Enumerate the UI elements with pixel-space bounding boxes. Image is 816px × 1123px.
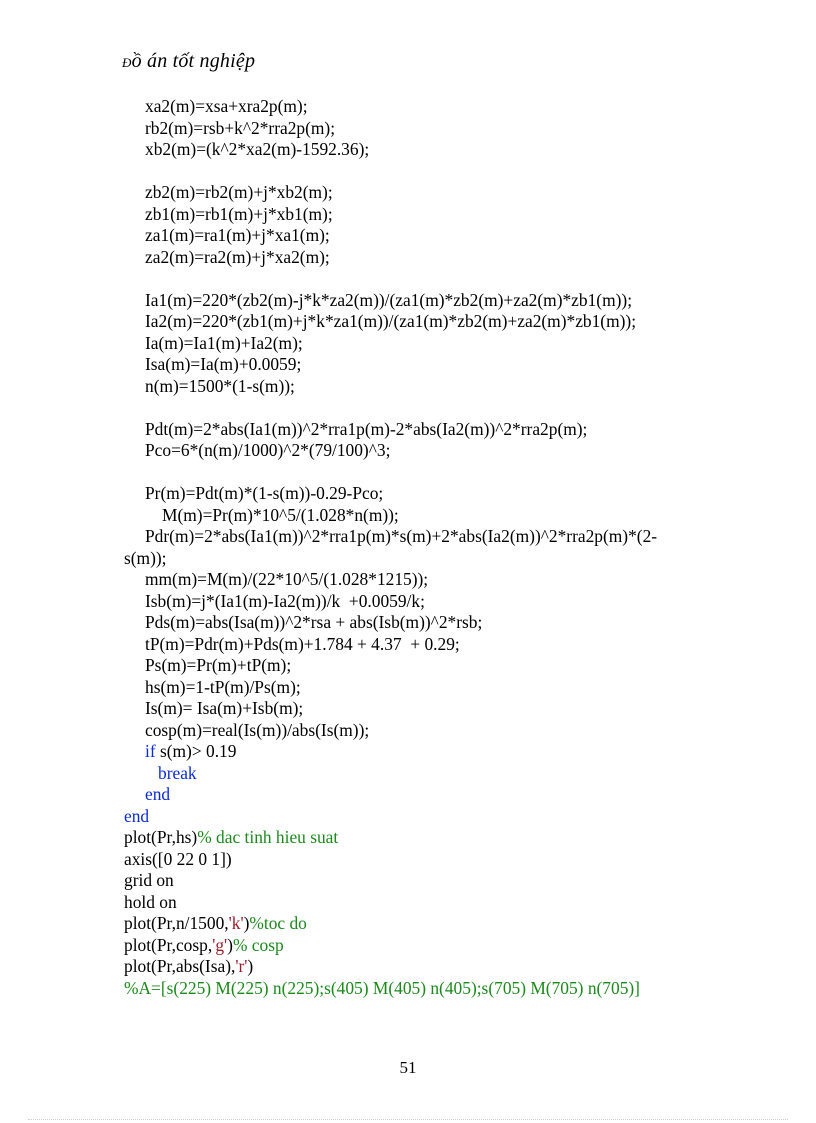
code-line xyxy=(0,827,816,849)
code-blank-line xyxy=(0,268,816,290)
code-line xyxy=(0,612,816,634)
code-line xyxy=(0,698,816,720)
code-listing xyxy=(0,96,816,999)
code-comment: %toc do xyxy=(249,913,307,933)
code-string: 'r' xyxy=(235,956,248,976)
code-line xyxy=(0,806,816,828)
code-string: 'g' xyxy=(212,934,228,955)
code-keyword: end xyxy=(124,805,150,826)
code-text: xa2(m)=xsa+xra2p(m); xyxy=(145,96,308,116)
code-text: Isb(m)=j*(Ia1(m)-Ia2(m))/k +0.0059/k; xyxy=(145,590,425,611)
code-line xyxy=(0,892,816,914)
code-line xyxy=(0,139,816,161)
code-text: zb2(m)=rb2(m)+j*xb2(m); xyxy=(145,182,333,202)
code-comment: % cosp xyxy=(232,934,284,955)
code-text: Ia2(m)=220*(zb1(m)+j*k*za1(m))/(za1(m)*zb2(m)+za2(m)*zb1(m)); xyxy=(145,311,637,331)
code-text: Isa(m)=Ia(m)+0.0059; xyxy=(145,354,302,374)
code-text: hs(m)=1-tP(m)/Ps(m); xyxy=(145,676,301,697)
code-text: rb2(m)=rsb+k^2*rra2p(m); xyxy=(145,117,336,138)
code-line xyxy=(0,419,816,441)
code-text: ) xyxy=(243,913,250,933)
code-line xyxy=(0,548,816,570)
code-line xyxy=(0,741,816,763)
code-text: ) xyxy=(247,956,254,976)
code-blank-line xyxy=(0,397,816,419)
code-text: za1(m)=ra1(m)+j*xa1(m); xyxy=(145,225,330,245)
code-line xyxy=(0,956,816,978)
code-line xyxy=(0,505,816,527)
code-text: M(m)=Pr(m)*10^5/(1.028*n(m)); xyxy=(162,504,399,525)
page-header xyxy=(122,50,255,73)
code-line xyxy=(0,763,816,785)
code-text: Pdr(m)=2*abs(Ia1(m))^2*rra1p(m)*s(m)+2*abs(Ia2(m))^2*rra2p(m)*(2- xyxy=(145,526,658,546)
code-line xyxy=(0,204,816,226)
code-text: plot(Pr,cosp, xyxy=(124,934,213,955)
header-prefix: Đ xyxy=(122,55,132,70)
code-text: grid on xyxy=(124,870,174,890)
code-text: Is(m)= Isa(m)+Isb(m); xyxy=(145,698,304,718)
header-title: ồ án tốt nghiệp xyxy=(131,50,256,72)
code-line xyxy=(0,655,816,677)
code-keyword: break xyxy=(158,762,197,783)
code-text: Ps(m)=Pr(m)+tP(m); xyxy=(145,655,292,675)
code-line xyxy=(0,96,816,118)
code-comment: %A=[s(225) M(225) n(225);s(405) M(405) n(405);s(705) M(705) n(705)] xyxy=(124,977,640,998)
code-line xyxy=(0,569,816,591)
code-text: za2(m)=ra2(m)+j*xa2(m); xyxy=(145,246,330,267)
code-text: axis([0 22 0 1]) xyxy=(124,848,232,869)
code-text: s(m)> 0.19 xyxy=(155,741,237,761)
code-text: Pr(m)=Pdt(m)*(1-s(m))-0.29-Pco; xyxy=(145,483,384,503)
code-line xyxy=(0,591,816,613)
code-keyword: if xyxy=(145,741,156,761)
code-line xyxy=(0,333,816,355)
page-number: 51 xyxy=(399,1058,417,1077)
code-line xyxy=(0,526,816,548)
code-line xyxy=(0,247,816,269)
code-line xyxy=(0,849,816,871)
code-text: plot(Pr,n/1500, xyxy=(124,913,229,933)
code-text: ) xyxy=(227,934,233,955)
code-text: Ia1(m)=220*(zb2(m)-j*k*za2(m))/(za1(m)*zb2(m)+za2(m)*zb1(m)); xyxy=(145,289,633,310)
code-comment: % dac tinh hieu suat xyxy=(197,827,339,847)
code-text: zb1(m)=rb1(m)+j*xb1(m); xyxy=(145,203,333,224)
code-text: mm(m)=M(m)/(22*10^5/(1.028*1215)); xyxy=(145,569,429,589)
code-text: tP(m)=Pdr(m)+Pds(m)+1.784 + 4.37 + 0.29; xyxy=(145,633,460,654)
code-text: Pdt(m)=2*abs(Ia1(m))^2*rra1p(m)-2*abs(Ia2(m))^2*rra2p(m); xyxy=(145,418,588,439)
code-string: 'k' xyxy=(228,913,244,933)
code-text: Ia(m)=Ia1(m)+Ia2(m); xyxy=(145,332,303,353)
code-line xyxy=(0,354,816,376)
code-text: plot(Pr,hs) xyxy=(124,827,198,847)
code-text: plot(Pr,abs(Isa), xyxy=(124,956,236,976)
code-text: xb2(m)=(k^2*xa2(m)-1592.36); xyxy=(145,139,370,159)
page-bottom-rule xyxy=(28,1119,788,1120)
code-line xyxy=(0,935,816,957)
code-text: cosp(m)=real(Is(m))/abs(Is(m)); xyxy=(145,719,370,740)
code-keyword: end xyxy=(145,784,171,804)
code-line xyxy=(0,311,816,333)
code-line xyxy=(0,720,816,742)
code-line xyxy=(0,440,816,462)
code-line xyxy=(0,913,816,935)
code-line xyxy=(0,784,816,806)
code-line xyxy=(0,978,816,1000)
code-text: hold on xyxy=(124,891,177,912)
code-line xyxy=(0,290,816,312)
code-text: Pds(m)=abs(Isa(m))^2*rsa + abs(Isb(m))^2*rsb; xyxy=(145,612,483,632)
code-text: n(m)=1500*(1-s(m)); xyxy=(145,375,295,396)
code-text: Pco=6*(n(m)/1000)^2*(79/100)^3; xyxy=(145,440,391,460)
code-line xyxy=(0,118,816,140)
code-line xyxy=(0,182,816,204)
code-blank-line xyxy=(0,462,816,484)
code-line xyxy=(0,376,816,398)
code-line xyxy=(0,225,816,247)
code-line xyxy=(0,870,816,892)
code-line xyxy=(0,483,816,505)
code-line xyxy=(0,677,816,699)
code-blank-line xyxy=(0,161,816,183)
code-line xyxy=(0,634,816,656)
code-text: s(m)); xyxy=(124,547,167,568)
